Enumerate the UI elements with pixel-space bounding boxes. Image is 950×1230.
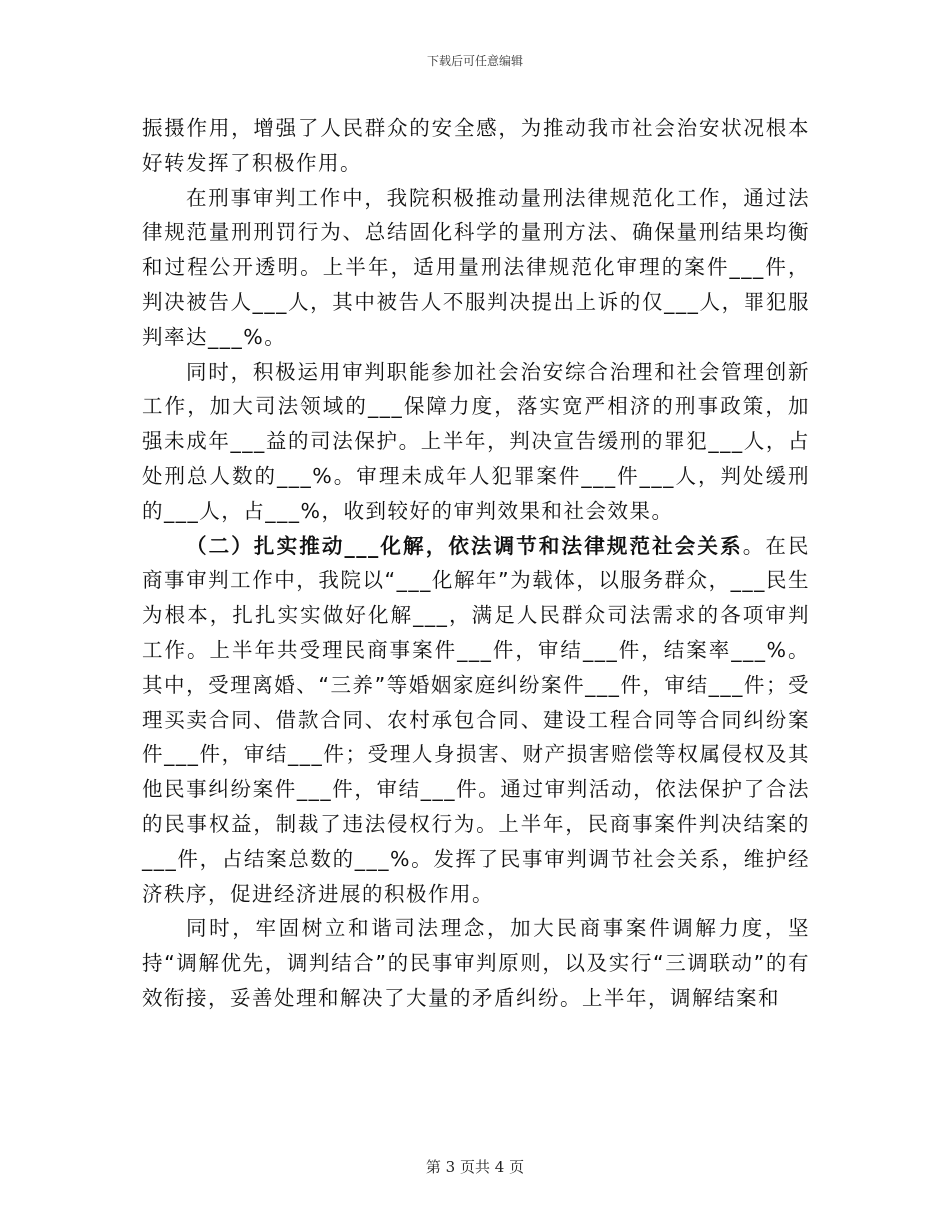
paragraph-text: 同时，牢固树立和谐司法理念，加大民商事案件调解力度，坚持“调解优先，调判结合”的民事审判原则，以及实行“三调联动”的有效衔接，妥善处理和解决了大量的矛盾纠纷。上半年，调解结案和 [142,916,810,1010]
paragraph-text: 振摄作用，增强了人民群众的安全感，为推动我市社会治安状况根本好转发挥了积极作用。 [142,116,810,175]
page-header: 下载后可任意编辑 [426,54,523,68]
page-footer: 第 3 页共 4 页 [425,1158,525,1176]
paragraph-text: 在刑事审判工作中，我院积极推动量刑法律规范化工作，通过法律规范量刑刑罚行为、总结固化科学的量刑方法、确保量刑结果均衡和过程公开透明。上半年，适用量刑法律规范化审理的案件___件，判决被告人___人，其中被告人不服判决提出上诉的仅___人，罪犯服判率达___%。 [142,185,810,349]
paragraph-continuation [142,111,810,181]
section-heading: （二）扎实推动___化解，依法调节和法律规范社会关系 [186,533,743,558]
document-body [142,111,810,1016]
paragraph-civil-commercial [142,529,810,912]
paragraph-text: 。在民商事审判工作中，我院以“___化解年”为载体，以服务群众，___民生为根本，扎扎实实做好化解___，满足人民群众司法需求的各项审判工作。上半年共受理民商事案件___件，审结___件，结案率___%。其中，受理离婚、“三养”等婚姻家庭纠纷案件___件，审结___件；受理买卖合同、借款合同、农村承包合同、建设工程合同等合同纠纷案件___件，审结___件；受理人身损害、财产损害赔偿等权属侵权及其他民事纠纷案件___件，审结___件。通过审判活动，依法保护了合法的民事权益，制裁了违法侵权行为。上半年，民商事案件判决结案的___件，占结案总数的___%。发挥了民事审判调节社会关系，维护经济秩序，促进经济进展的积极作用。 [142,533,811,906]
paragraph-text: 同时，积极运用审判职能参加社会治安综合治理和社会管理创新工作，加大司法领域的___保障力度，落实宽严相济的刑事政策，加强未成年___益的司法保护。上半年，判决宣告缓刑的罪犯___人，占处刑总人数的___%。审理未成年人犯罪案件___件___人，判处缓刑的___人，占___%，收到较好的审判效果和社会效果。 [142,359,810,523]
paragraph-juvenile-protection [142,355,810,529]
paragraph-sentencing [142,181,810,355]
paragraph-mediation [142,911,810,1015]
